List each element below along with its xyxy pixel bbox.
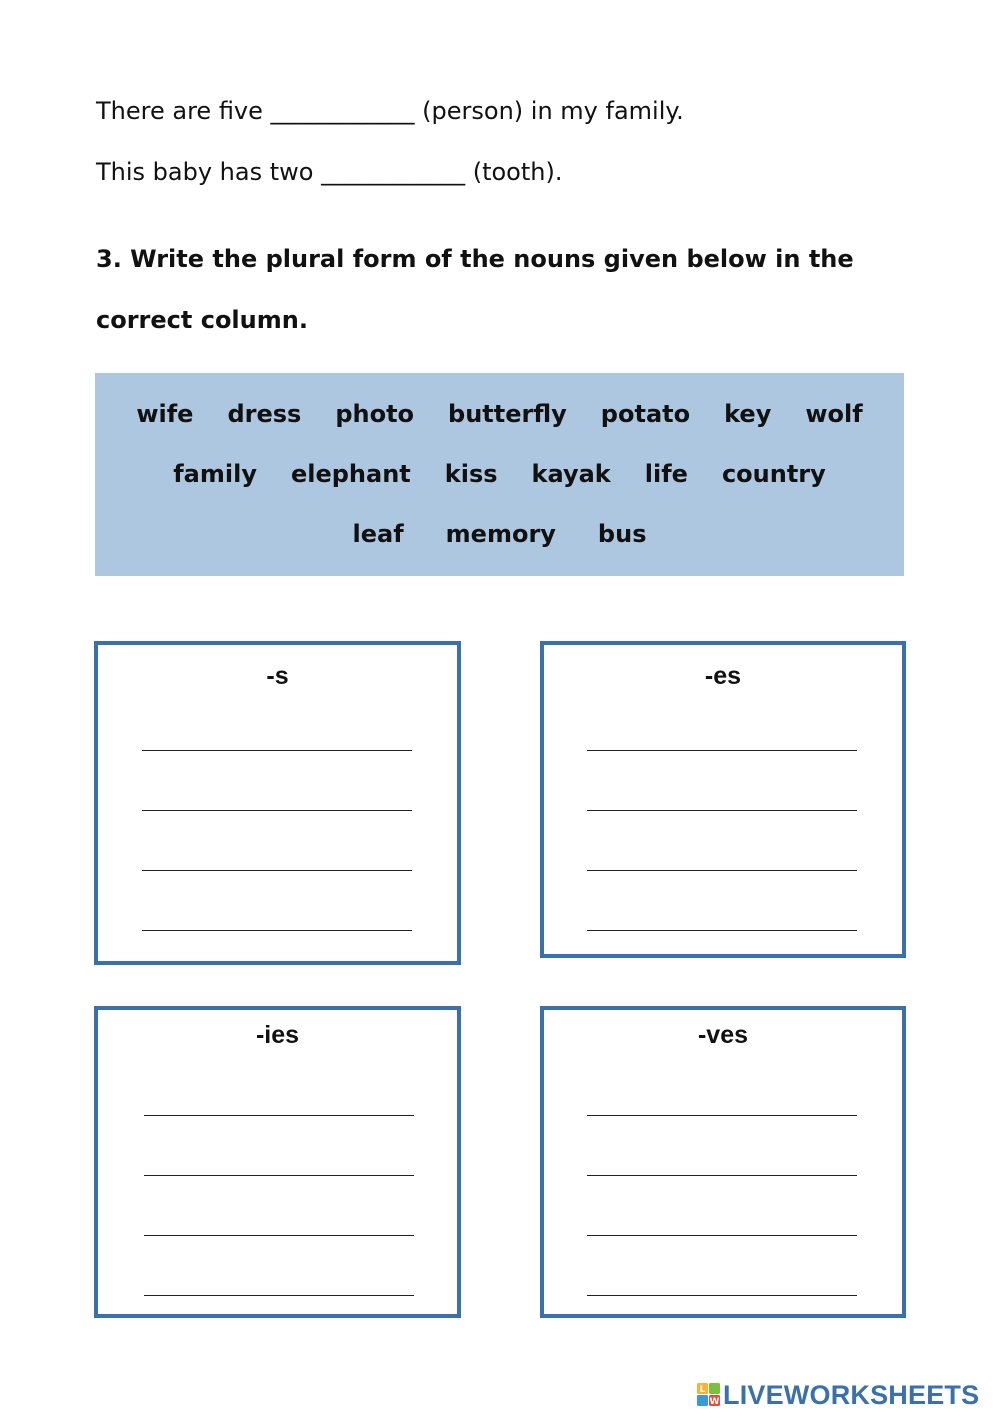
- column-title-ies: -ies: [255, 1021, 300, 1049]
- word-item: key: [724, 400, 772, 428]
- word-item: photo: [335, 400, 415, 428]
- answer-line[interactable]: [144, 1295, 414, 1296]
- word-item: wolf: [805, 400, 863, 428]
- column-box-es: [540, 641, 906, 958]
- word-item: family: [173, 460, 257, 488]
- answer-line[interactable]: [144, 1175, 414, 1176]
- word-item: elephant: [290, 460, 411, 488]
- exercise-sentence-tooth: This baby has two ____________ (tooth).: [96, 158, 563, 186]
- liveworksheets-logo-text: LIVEWORKSHEETS: [723, 1379, 980, 1410]
- answer-line[interactable]: [144, 1115, 414, 1116]
- liveworksheets-logo-icon: [697, 1381, 721, 1409]
- word-bank-row-2: [95, 459, 904, 489]
- word-item: kiss: [444, 460, 498, 488]
- answer-line[interactable]: [587, 870, 857, 871]
- answer-line[interactable]: [142, 750, 412, 751]
- answer-line[interactable]: [587, 930, 857, 931]
- liveworksheets-logo: [697, 1378, 979, 1412]
- column-box-ies: [94, 1006, 461, 1318]
- word-item: leaf: [352, 520, 404, 548]
- exercise-sentence-person: There are five ____________ (person) in my family.: [96, 97, 684, 125]
- word-item: potato: [600, 400, 691, 428]
- answer-line[interactable]: [587, 810, 857, 811]
- column-box-ves: [540, 1006, 906, 1318]
- word-item: memory: [445, 520, 556, 548]
- svg-text:L: L: [699, 1385, 706, 1395]
- answer-line[interactable]: [587, 1235, 857, 1236]
- answer-line[interactable]: [142, 930, 412, 931]
- instruction-line-2: correct column.: [96, 306, 308, 334]
- answer-line[interactable]: [587, 1295, 857, 1296]
- answer-line[interactable]: [142, 810, 412, 811]
- word-bank-row-1: [95, 399, 904, 429]
- answer-line[interactable]: [144, 1235, 414, 1236]
- word-bank-row-3: [95, 519, 904, 549]
- column-box-s: [94, 641, 461, 965]
- column-title-s: -s: [266, 662, 289, 690]
- word-item: wife: [136, 400, 194, 428]
- instruction-line-1: 3. Write the plural form of the nouns given below in the: [96, 245, 854, 273]
- answer-line[interactable]: [587, 1115, 857, 1116]
- column-title-es: -es: [704, 662, 742, 690]
- word-item: bus: [597, 520, 647, 548]
- word-item: kayak: [531, 460, 611, 488]
- word-bank: [95, 373, 904, 576]
- word-item: country: [721, 460, 826, 488]
- word-item: life: [644, 460, 688, 488]
- word-item: dress: [227, 400, 302, 428]
- word-item: butterfly: [448, 400, 567, 428]
- answer-line[interactable]: [142, 870, 412, 871]
- answer-line[interactable]: [587, 1175, 857, 1176]
- column-title-ves: -ves: [697, 1021, 749, 1049]
- svg-text:W: W: [709, 1397, 720, 1407]
- answer-line[interactable]: [587, 750, 857, 751]
